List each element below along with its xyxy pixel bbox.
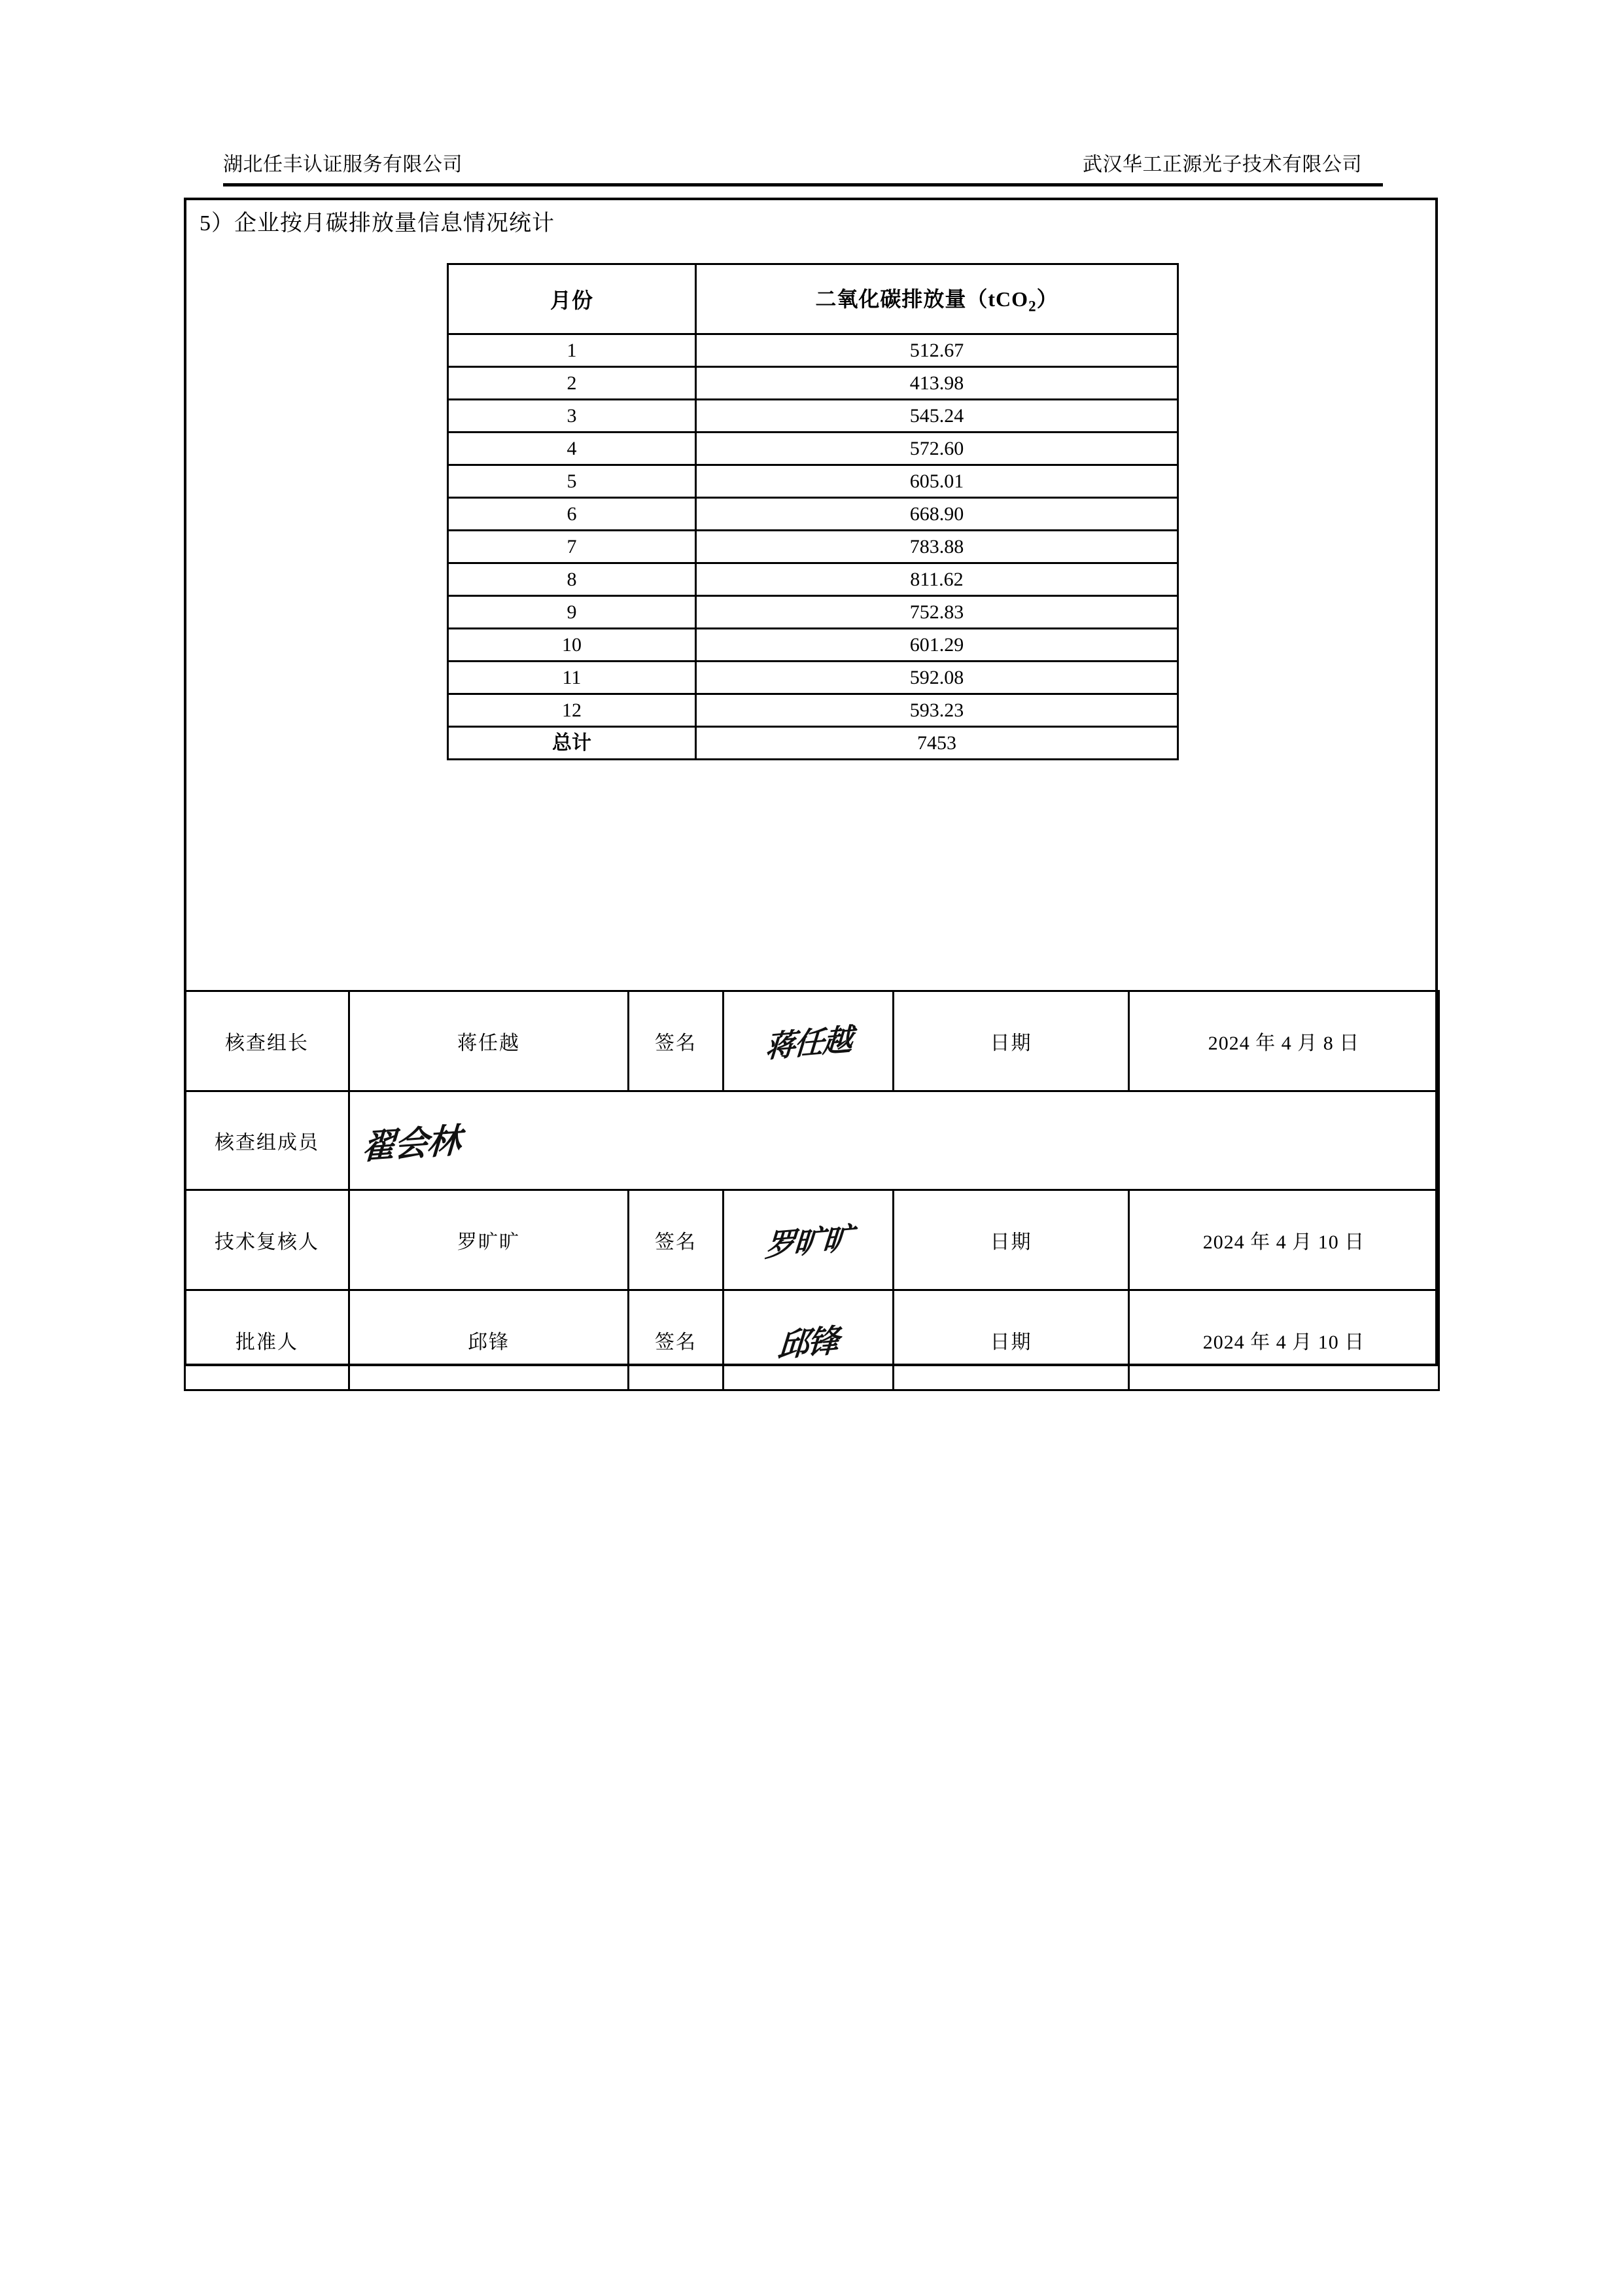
column-header-co2-subscript: 2 — [1028, 297, 1037, 315]
cell-emission-value: 592.08 — [696, 662, 1178, 694]
cell-emission-value: 668.90 — [696, 498, 1178, 531]
signature-row-technical-reviewer — [185, 1190, 1439, 1290]
value-technical-reviewer-name: 罗旷旷 — [349, 1190, 629, 1290]
table-row — [448, 662, 1178, 694]
label-verification-team-member: 核查组成员 — [185, 1091, 349, 1190]
value-team-leader-name: 蒋任越 — [349, 991, 629, 1091]
value-date-technical-reviewer: 2024 年 4 月 10 日 — [1129, 1190, 1439, 1290]
label-date-technical-reviewer: 日期 — [894, 1190, 1129, 1290]
handwritten-signature: 罗旷旷 — [763, 1220, 852, 1264]
cell-emission-value: 593.23 — [696, 694, 1178, 727]
cell-emission-value: 811.62 — [696, 563, 1178, 596]
value-date-team-leader: 2024 年 4 月 8 日 — [1129, 991, 1439, 1091]
label-signature-team-leader: 签名 — [629, 991, 724, 1091]
column-header-co2-prefix: 二氧化碳排放量（tCO — [815, 287, 1029, 311]
cell-total-value: 7453 — [696, 727, 1178, 760]
cell-emission-value: 752.83 — [696, 596, 1178, 629]
cell-month: 2 — [448, 367, 696, 400]
value-date-approver: 2024 年 4 月 10 日 — [1129, 1290, 1439, 1390]
cell-month: 4 — [448, 433, 696, 465]
cell-month: 1 — [448, 334, 696, 367]
column-header-co2-suffix: ） — [1036, 287, 1058, 311]
label-date-team-leader: 日期 — [894, 991, 1129, 1091]
table-row — [448, 629, 1178, 662]
signature-image-approver — [724, 1290, 894, 1390]
cell-month: 8 — [448, 563, 696, 596]
cell-month: 11 — [448, 662, 696, 694]
page-running-header — [184, 128, 1438, 188]
signature-row-team-leader — [185, 991, 1439, 1091]
header-client-company: 武汉华工正源光子技术有限公司 — [1083, 153, 1362, 175]
value-approver-name: 邱锋 — [349, 1290, 629, 1390]
column-header-month: 月份 — [448, 264, 696, 334]
label-technical-reviewer: 技术复核人 — [185, 1190, 349, 1290]
cell-month: 10 — [448, 629, 696, 662]
label-signature-approver: 签名 — [629, 1290, 724, 1390]
label-date-approver: 日期 — [894, 1290, 1129, 1390]
label-approver: 批准人 — [185, 1290, 349, 1390]
cell-emission-value: 572.60 — [696, 433, 1178, 465]
signature-image-team-leader — [724, 991, 894, 1091]
table-row — [448, 433, 1178, 465]
table-row — [448, 596, 1178, 629]
cell-emission-value: 605.01 — [696, 465, 1178, 498]
label-verification-team-leader: 核查组长 — [185, 991, 349, 1091]
cell-emission-value: 783.88 — [696, 531, 1178, 563]
document-content-frame — [184, 198, 1438, 1366]
cell-emission-value: 413.98 — [696, 367, 1178, 400]
cell-total-label: 总计 — [448, 727, 696, 760]
signature-approval-table — [184, 990, 1440, 1391]
table-row — [448, 400, 1178, 433]
table-row — [448, 465, 1178, 498]
table-row — [448, 334, 1178, 367]
monthly-emissions-table — [447, 263, 1179, 760]
cell-month: 9 — [448, 596, 696, 629]
cell-month: 6 — [448, 498, 696, 531]
emissions-table-head — [448, 264, 1178, 334]
header-certification-body: 湖北任丰认证服务有限公司 — [223, 153, 462, 175]
handwritten-signature: 翟会林 — [360, 1120, 461, 1167]
cell-emission-value: 512.67 — [696, 334, 1178, 367]
signature-image-team-member — [349, 1091, 1439, 1190]
table-row — [448, 367, 1178, 400]
cell-emission-value: 601.29 — [696, 629, 1178, 662]
cell-month: 7 — [448, 531, 696, 563]
signature-image-technical-reviewer — [724, 1190, 894, 1290]
emissions-table-body — [448, 334, 1178, 760]
header-divider-rule — [223, 183, 1383, 186]
table-row — [448, 694, 1178, 727]
signature-row-team-member — [185, 1091, 1439, 1190]
cell-month: 3 — [448, 400, 696, 433]
table-row — [448, 531, 1178, 563]
section-heading: 5）企业按月碳排放量信息情况统计 — [200, 211, 555, 236]
handwritten-signature: 邱锋 — [777, 1322, 839, 1364]
table-row — [448, 498, 1178, 531]
cell-month: 5 — [448, 465, 696, 498]
cell-emission-value: 545.24 — [696, 400, 1178, 433]
label-signature-technical-reviewer: 签名 — [629, 1190, 724, 1290]
table-row — [448, 563, 1178, 596]
table-total-row — [448, 727, 1178, 760]
signature-row-approver — [185, 1290, 1439, 1390]
handwritten-signature: 蒋任越 — [763, 1021, 852, 1065]
column-header-co2-emissions — [696, 264, 1178, 334]
page-header-row — [184, 128, 1438, 177]
cell-month: 12 — [448, 694, 696, 727]
emissions-header-row — [448, 264, 1178, 334]
